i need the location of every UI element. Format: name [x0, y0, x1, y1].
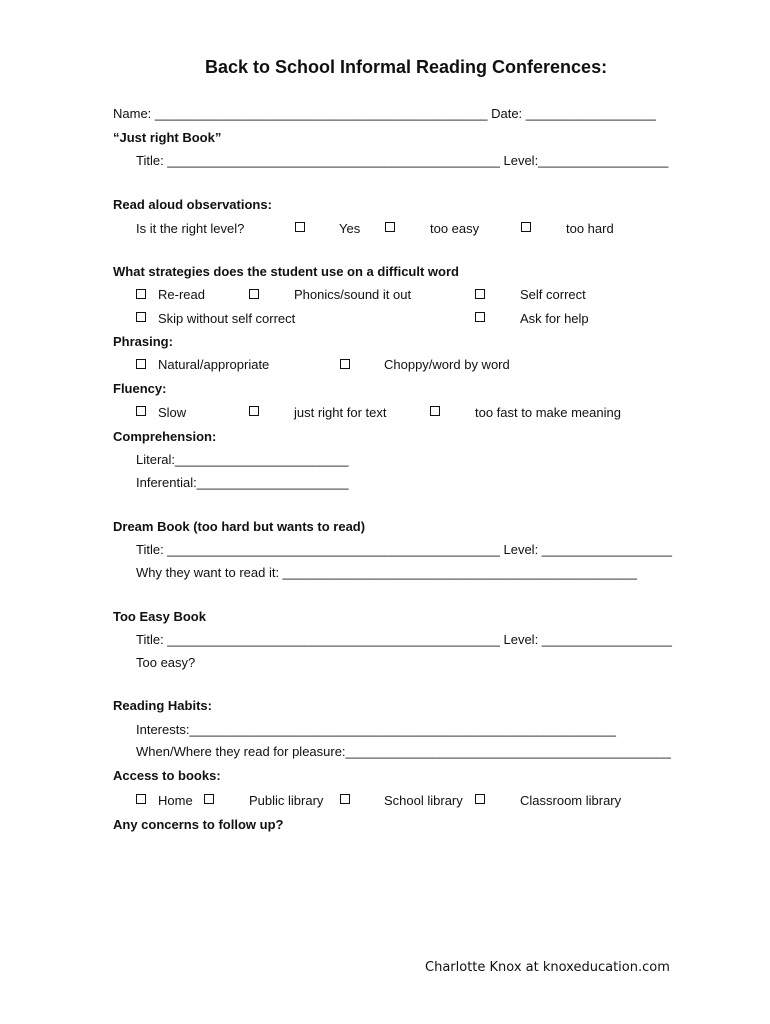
too-easy-title-line: Title: ______________________________________________ Level: __________________ — [136, 632, 672, 647]
school-library-label: School library — [384, 793, 463, 808]
self-correct-label: Self correct — [520, 287, 586, 302]
public-library-checkbox[interactable] — [204, 794, 214, 804]
classroom-library-checkbox[interactable] — [475, 794, 485, 804]
public-library-label: Public library — [249, 793, 324, 808]
choppy-checkbox[interactable] — [340, 359, 350, 369]
yes-checkbox[interactable] — [295, 222, 305, 232]
too-hard-label: too hard — [566, 221, 614, 236]
too-easy-checkbox[interactable] — [385, 222, 395, 232]
phonics-label: Phonics/sound it out — [294, 287, 412, 302]
access-heading: Access to books: — [113, 768, 221, 783]
literal-line: Literal:________________________ — [136, 452, 349, 467]
too-easy-book-heading: Too Easy Book — [113, 609, 206, 624]
right-level-question: Is it the right level? — [136, 221, 245, 236]
school-library-checkbox[interactable] — [340, 794, 350, 804]
phrasing-heading: Phrasing: — [113, 334, 173, 349]
too-fast-checkbox[interactable] — [430, 406, 440, 416]
inferential-line: Inferential:_____________________ — [136, 475, 349, 490]
interests-line: Interests:___________________________________________________________ — [136, 722, 617, 737]
natural-label: Natural/appropriate — [158, 357, 270, 372]
dream-book-heading: Dream Book (too hard but wants to read) — [113, 519, 366, 534]
fluency-heading: Fluency: — [113, 381, 167, 396]
footer-credit: Charlotte Knox at knoxeducation.com — [425, 960, 670, 975]
just-right-checkbox[interactable] — [249, 406, 259, 416]
slow-checkbox[interactable] — [136, 406, 146, 416]
concerns-heading: Any concerns to follow up? — [113, 817, 284, 832]
read-aloud-heading: Read aloud observations: — [113, 197, 272, 212]
name-date-line: Name: ______________________________________________ Date: __________________ — [113, 106, 656, 121]
too-fast-label: too fast to make meaning — [475, 405, 621, 420]
just-right-title-line: Title: ______________________________________________ Level:__________________ — [136, 153, 669, 168]
strategies-heading: What strategies does the student use on a difficult word — [113, 264, 459, 279]
home-label: Home — [158, 793, 193, 808]
just-right-label: just right for text — [294, 405, 387, 420]
when-where-line: When/Where they read for pleasure:_____________________________________________ — [136, 744, 671, 759]
comprehension-heading: Comprehension: — [113, 429, 217, 444]
phonics-checkbox[interactable] — [249, 289, 259, 299]
just-right-book-heading: “Just right Book” — [113, 130, 222, 145]
reading-habits-heading: Reading Habits: — [113, 698, 212, 713]
ask-for-help-checkbox[interactable] — [475, 312, 485, 322]
classroom-library-label: Classroom library — [520, 793, 622, 808]
yes-label: Yes — [339, 221, 361, 236]
too-easy-question: Too easy? — [136, 655, 196, 670]
too-easy-label: too easy — [430, 221, 480, 236]
why-want-line: Why they want to read it: _________________________________________________ — [136, 565, 637, 580]
reread-label: Re-read — [158, 287, 205, 302]
home-checkbox[interactable] — [136, 794, 146, 804]
skip-label: Skip without self correct — [158, 311, 296, 326]
reread-checkbox[interactable] — [136, 289, 146, 299]
page-title: Back to School Informal Reading Conferences: — [205, 57, 608, 77]
too-hard-checkbox[interactable] — [521, 222, 531, 232]
slow-label: Slow — [158, 405, 187, 420]
dream-book-title-line: Title: ______________________________________________ Level: __________________ — [136, 542, 672, 557]
ask-for-help-label: Ask for help — [520, 311, 589, 326]
self-correct-checkbox[interactable] — [475, 289, 485, 299]
choppy-label: Choppy/word by word — [384, 357, 510, 372]
skip-checkbox[interactable] — [136, 312, 146, 322]
natural-checkbox[interactable] — [136, 359, 146, 369]
